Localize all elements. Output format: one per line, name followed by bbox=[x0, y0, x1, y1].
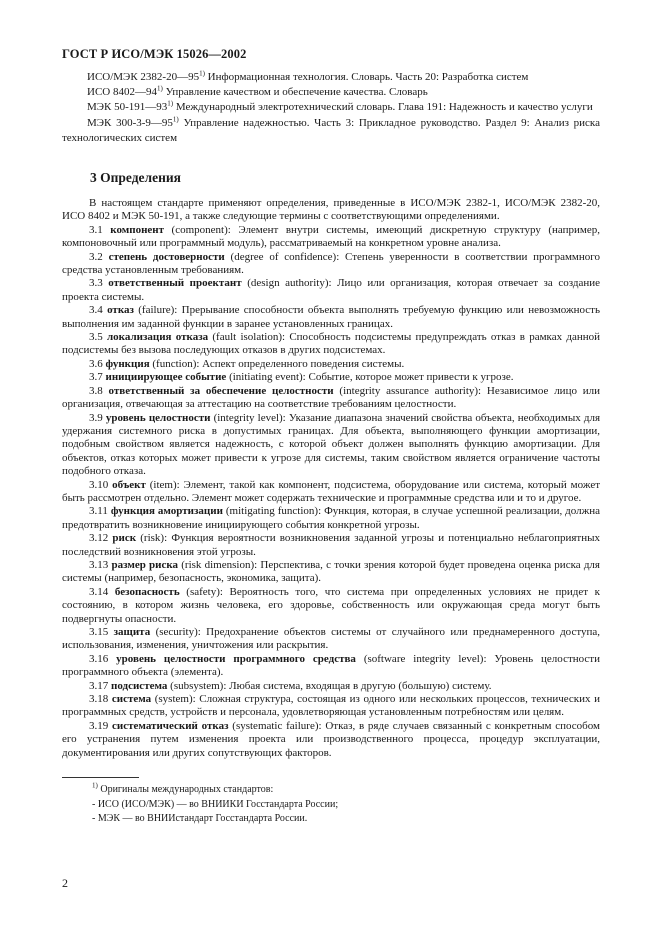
reference-item: МЭК 300-3-9—95$^{1)}$ Управление надежностью. Часть 3: Прикладное руководство. Раздел 9: Анализ риска технологических систем bbox=[62, 114, 600, 144]
definition-item: 3.8 ответственный за обеспечение целостности (integrity assurance authority): Независимое лицо или организация, отвечающая за аттестацию на соответствие требованиям целостности. bbox=[62, 384, 601, 411]
definition-item: 3.5 локализация отказа (fault isolation): Способность подсистемы предупреждать отказ в рамках данной подсистемы без вызова последующих отказов в других подсистемах. bbox=[62, 331, 600, 357]
definition-term: локализация отказа bbox=[107, 331, 209, 344]
definition-item: 3.1 компонент (component): Элемент внутри системы, имеющий дискретную структуру (например, компоновочный или программный модуль), рассматриваемый на конкретном уровне анализа. bbox=[62, 223, 600, 250]
reference-item: ИСО 8402—94$^{1)}$ Управление качеством и обеспечение качества. Словарь bbox=[87, 84, 428, 99]
reference-item: МЭК 50-191—93$^{1)}$ Международный электротехнический словарь. Глава 191: Надежность и качество услуги bbox=[87, 99, 593, 114]
intro-paragraph: В настоящем стандарте применяют определения, приведенные в ИСО/МЭК 2382-1, ИСО/МЭК 2382-20, ИСО 8402 и МЭК 50-191, а также следующие термины с соответствующими определениями. bbox=[62, 197, 600, 223]
definition-term: защита bbox=[113, 626, 151, 638]
definition-term: систематический отказ bbox=[112, 719, 229, 732]
definition-item: 3.7 инициирующее событие (initiating event): Событие, которое может привести к угрозе. bbox=[89, 371, 514, 384]
definition-term: система bbox=[111, 693, 152, 706]
definition-term: уровень целостности программного средства bbox=[116, 652, 356, 665]
definition-item: 3.15 защита (security): Предохранение объектов системы от случайного или преднамеренного доступа, использования, изменения, уничтожения или раскрытия. bbox=[62, 626, 601, 652]
page-number: 2 bbox=[62, 876, 68, 890]
definition-item: 3.3 ответственный проектант (design authority): Лицо или организация, которая отвечает за создание проекта системы. bbox=[62, 277, 600, 303]
footnote-line: $^{1)}$ Оригиналы международных стандартов: bbox=[92, 781, 274, 795]
footnote-line: - МЭК — во ВНИИстандарт Госстандарта России. bbox=[92, 813, 308, 824]
definition-term: функция bbox=[105, 357, 150, 370]
definition-term: уровень целостности bbox=[105, 411, 211, 424]
definition-item: 3.19 систематический отказ (systematic failure): Отказ, в ряде случаев связанный с конкретным способом его устранения путем изменения проекта или производственного процесса, процедур эксплуатации, документирования или других сопутствующих факторов. bbox=[62, 719, 601, 759]
definition-term: ответственный проектант bbox=[108, 277, 242, 290]
normative-references bbox=[62, 70, 600, 146]
footnote-line: - ИСО (ИСО/МЭК) — во ВНИИКИ Госстандарта России; bbox=[92, 798, 339, 810]
footnote-divider bbox=[62, 777, 139, 778]
definition-term: инициирующее событие bbox=[105, 371, 227, 384]
definition-item: 3.6 функция (function): Аспект определенного поведения системы. bbox=[89, 357, 405, 370]
definition-term: отказ bbox=[107, 304, 134, 317]
section-title: 3 Определения bbox=[90, 170, 181, 185]
definition-item: 3.16 уровень целостности программного средства (software integrity level): Уровень целостности программного объекта (элемента). bbox=[62, 652, 600, 679]
definition-term: компонент bbox=[110, 223, 165, 236]
definition-item: 3.17 подсистема (subsystem): Любая система, входящая в другую (большую) систему. bbox=[89, 679, 492, 692]
definition-term: размер риска bbox=[111, 558, 179, 571]
definition-item: 3.18 система (system): Сложная структура, состоящая из одного или нескольких процессов, технических и программных средств, устройств и персонала, удовлетворяющая установленным потребностям или целям. bbox=[62, 693, 601, 719]
definition-term: степень достоверности bbox=[108, 250, 225, 263]
definition-term: риск bbox=[112, 532, 137, 545]
definition-item: 3.12 риск (risk): Функция вероятности возникновения заданной угрозы и потенциально неблагоприятных последствий возникновения этой угрозы. bbox=[62, 532, 600, 558]
definition-item: 3.13 размер риска (risk dimension): Перспектива, с точки зрения которой будет проведена оценка риска для системы (например, безопасность, экономика, защита). bbox=[62, 558, 600, 585]
definition-item: 3.10 объект (item): Элемент, такой как компонент, подсистема, оборудование или система, который может быть рассмотрен отдельно. Элемент может содержать технические и программные средства или и то и другое. bbox=[62, 478, 601, 504]
definitions-body bbox=[62, 197, 600, 760]
definition-term: подсистема bbox=[111, 679, 168, 692]
document-header: ГОСТ Р ИСО/МЭК 15026—2002 bbox=[62, 47, 247, 61]
definition-term: безопасность bbox=[114, 585, 180, 598]
definition-item: 3.14 безопасность (safety): Вероятность того, что система при определенных условиях не придет к состоянию, в котором жизнь человека, его здоровье, собственность или окружающая среда могут быть подвергнуты опасности. bbox=[62, 585, 600, 625]
definition-item: 3.11 функция амортизации (mitigating function): Функция, которая, в случае успешной реализации, должна предотвратить возникновение инициирующего события конкретной угрозы. bbox=[62, 505, 600, 531]
definition-term: ответственный за обеспечение целостности bbox=[108, 384, 334, 397]
definition-item: 3.9 уровень целостности (integrity level): Указание диапазона значений свойства объекта, необходимых для удержания системного риска в допустимых границах. Для объекта, выполняющего функции амортизации, подобным свойством является надежность, с которой объект должен выполнять функцию амортизации. Для объектов, отказ которых может привести к угрозе для системы, таким свойством является ограничение частоты подобного отказа. bbox=[62, 411, 601, 478]
definition-item: 3.2 степень достоверности (degree of confidence): Степень уверенности в соответствии программного средства установленным требованиям. bbox=[62, 250, 601, 277]
reference-item: ИСО/МЭК 2382-20—95$^{1)}$ Информационная технология. Словарь. Часть 20: Разработка систем bbox=[87, 69, 529, 83]
definition-item: 3.4 отказ (failure): Прерывание способности объекта выполнять требуемую функцию или невозможность выполнения им заданной функции в заранее установленных границах. bbox=[62, 304, 600, 330]
definition-term: функция амортизации bbox=[110, 505, 223, 518]
definition-term: объект bbox=[112, 478, 146, 491]
footnotes bbox=[62, 783, 600, 827]
